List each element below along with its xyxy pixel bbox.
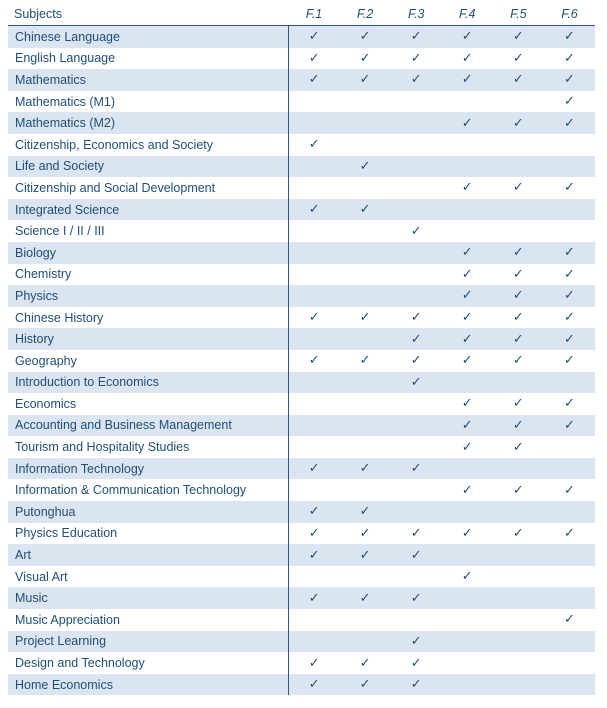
empty-cell	[288, 91, 339, 113]
checkmark-icon: ✓	[563, 94, 575, 110]
empty-cell	[442, 199, 493, 221]
checkmark-icon: ✓	[461, 396, 473, 412]
empty-cell	[391, 393, 442, 415]
empty-cell	[391, 264, 442, 286]
empty-cell	[288, 609, 339, 631]
empty-cell	[442, 91, 493, 113]
checkmark-icon: ✓	[442, 415, 493, 437]
empty-cell	[544, 652, 595, 674]
table-row	[8, 587, 595, 609]
subject-name: Economics	[8, 393, 288, 415]
checkmark-icon: ✓	[288, 458, 339, 480]
checkmark-icon: ✓	[512, 310, 524, 326]
checkmark-icon: ✓	[512, 482, 524, 498]
subject-name: English Language	[8, 48, 288, 70]
checkmark-icon: ✓	[340, 26, 391, 48]
checkmark-icon: ✓	[461, 353, 473, 369]
table-row	[8, 307, 595, 329]
checkmark-icon: ✓	[493, 112, 544, 134]
empty-cell	[544, 674, 595, 696]
empty-cell	[288, 285, 339, 307]
checkmark-icon: ✓	[308, 310, 320, 326]
subject-name: Biology	[8, 242, 288, 264]
empty-cell	[442, 652, 493, 674]
checkmark-icon: ✓	[340, 458, 391, 480]
checkmark-icon: ✓	[442, 112, 493, 134]
checkmark-icon: ✓	[410, 655, 422, 671]
empty-cell	[391, 91, 442, 113]
subject-name: Chinese Language	[8, 26, 288, 48]
empty-cell	[391, 501, 442, 523]
table-row	[8, 436, 595, 458]
subject-name: Mathematics	[8, 69, 288, 91]
checkmark-icon: ✓	[391, 458, 442, 480]
checkmark-icon: ✓	[288, 501, 339, 523]
table-row	[8, 566, 595, 588]
subject-name: Information & Communication Technology	[8, 479, 288, 501]
empty-cell	[442, 631, 493, 653]
empty-cell	[544, 631, 595, 653]
table-row	[8, 652, 595, 674]
empty-cell	[340, 372, 391, 394]
table-row	[8, 609, 595, 631]
checkmark-icon: ✓	[512, 353, 524, 369]
checkmark-icon: ✓	[410, 310, 422, 326]
checkmark-icon: ✓	[512, 266, 524, 282]
empty-cell	[288, 479, 339, 501]
checkmark-icon: ✓	[359, 525, 371, 541]
checkmark-icon: ✓	[461, 525, 473, 541]
empty-cell	[493, 458, 544, 480]
table-row	[8, 328, 595, 350]
checkmark-icon: ✓	[391, 631, 442, 653]
subject-name: Mathematics (M2)	[8, 112, 288, 134]
empty-cell	[340, 631, 391, 653]
empty-cell	[544, 220, 595, 242]
empty-cell	[442, 587, 493, 609]
subject-name: Geography	[8, 350, 288, 372]
empty-cell	[288, 393, 339, 415]
checkmark-icon: ✓	[544, 69, 595, 91]
empty-cell	[493, 566, 544, 588]
empty-cell	[544, 134, 595, 156]
empty-cell	[544, 566, 595, 588]
empty-cell	[288, 156, 339, 178]
table-header	[8, 3, 595, 26]
checkmark-icon: ✓	[340, 69, 391, 91]
table-row	[8, 69, 595, 91]
subjects-column-header: Subjects	[8, 3, 288, 26]
empty-cell	[340, 436, 391, 458]
checkmark-icon: ✓	[340, 501, 391, 523]
table-row	[8, 48, 595, 70]
subject-name: Citizenship, Economics and Society	[8, 134, 288, 156]
grade-column-header-f6: F.6	[544, 3, 595, 26]
checkmark-icon: ✓	[512, 180, 524, 196]
subject-name: Home Economics	[8, 674, 288, 696]
empty-cell	[340, 566, 391, 588]
grade-column-header-f1: F.1	[288, 3, 339, 26]
checkmark-icon: ✓	[359, 50, 371, 66]
checkmark-icon: ✓	[563, 180, 575, 196]
table-row	[8, 112, 595, 134]
checkmark-icon: ✓	[512, 396, 524, 412]
empty-cell	[340, 242, 391, 264]
empty-cell	[442, 674, 493, 696]
checkmark-icon: ✓	[493, 26, 544, 48]
checkmark-icon: ✓	[512, 50, 524, 66]
table-row	[8, 372, 595, 394]
checkmark-icon: ✓	[288, 544, 339, 566]
checkmark-icon: ✓	[308, 353, 320, 369]
checkmark-icon: ✓	[442, 242, 493, 264]
empty-cell	[544, 544, 595, 566]
empty-cell	[442, 458, 493, 480]
checkmark-icon: ✓	[391, 544, 442, 566]
checkmark-icon: ✓	[544, 242, 595, 264]
empty-cell	[442, 501, 493, 523]
empty-cell	[340, 91, 391, 113]
checkmark-icon: ✓	[340, 199, 391, 221]
checkmark-icon: ✓	[461, 266, 473, 282]
empty-cell	[442, 372, 493, 394]
empty-cell	[493, 199, 544, 221]
checkmark-icon: ✓	[391, 587, 442, 609]
checkmark-icon: ✓	[391, 328, 442, 350]
empty-cell	[493, 220, 544, 242]
empty-cell	[544, 156, 595, 178]
empty-cell	[391, 609, 442, 631]
header-row	[8, 3, 595, 26]
empty-cell	[493, 652, 544, 674]
checkmark-icon: ✓	[544, 285, 595, 307]
empty-cell	[288, 220, 339, 242]
table-row	[8, 26, 595, 48]
empty-cell	[340, 112, 391, 134]
subject-name: Mathematics (M1)	[8, 91, 288, 113]
empty-cell	[493, 156, 544, 178]
checkmark-icon: ✓	[563, 353, 575, 369]
checkmark-icon: ✓	[391, 26, 442, 48]
empty-cell	[340, 220, 391, 242]
checkmark-icon: ✓	[563, 50, 575, 66]
empty-cell	[391, 479, 442, 501]
checkmark-icon: ✓	[544, 415, 595, 437]
checkmark-icon: ✓	[493, 415, 544, 437]
empty-cell	[391, 566, 442, 588]
empty-cell	[340, 479, 391, 501]
checkmark-icon: ✓	[308, 137, 320, 153]
table-row	[8, 479, 595, 501]
grade-column-header-f4: F.4	[442, 3, 493, 26]
checkmark-icon: ✓	[288, 69, 339, 91]
table-row	[8, 199, 595, 221]
empty-cell	[442, 220, 493, 242]
checkmark-icon: ✓	[391, 69, 442, 91]
checkmark-icon: ✓	[340, 156, 391, 178]
table-row	[8, 415, 595, 437]
subject-name: Design and Technology	[8, 652, 288, 674]
checkmark-icon: ✓	[563, 482, 575, 498]
table-row	[8, 242, 595, 264]
checkmark-icon: ✓	[493, 285, 544, 307]
checkmark-icon: ✓	[359, 353, 371, 369]
empty-cell	[340, 177, 391, 199]
empty-cell	[442, 609, 493, 631]
table-row	[8, 350, 595, 372]
checkmark-icon: ✓	[308, 655, 320, 671]
empty-cell	[493, 91, 544, 113]
checkmark-icon: ✓	[410, 223, 422, 239]
table-row	[8, 544, 595, 566]
subject-name: History	[8, 328, 288, 350]
empty-cell	[493, 134, 544, 156]
table-row	[8, 393, 595, 415]
table-row	[8, 91, 595, 113]
checkmark-icon: ✓	[442, 26, 493, 48]
checkmark-icon: ✓	[461, 310, 473, 326]
empty-cell	[391, 199, 442, 221]
subject-name: Music	[8, 587, 288, 609]
empty-cell	[391, 156, 442, 178]
checkmark-icon: ✓	[288, 674, 339, 696]
empty-cell	[288, 631, 339, 653]
empty-cell	[442, 544, 493, 566]
checkmark-icon: ✓	[563, 396, 575, 412]
subject-name: Introduction to Economics	[8, 372, 288, 394]
checkmark-icon: ✓	[544, 26, 595, 48]
empty-cell	[391, 436, 442, 458]
subject-name: Science I / II / III	[8, 220, 288, 242]
empty-cell	[340, 264, 391, 286]
table-row	[8, 156, 595, 178]
empty-cell	[493, 544, 544, 566]
subjects-table	[8, 3, 595, 695]
empty-cell	[288, 242, 339, 264]
empty-cell	[493, 501, 544, 523]
checkmark-icon: ✓	[512, 525, 524, 541]
table-row	[8, 523, 595, 545]
empty-cell	[288, 112, 339, 134]
checkmark-icon: ✓	[308, 525, 320, 541]
table-body	[8, 26, 595, 696]
empty-cell	[340, 393, 391, 415]
checkmark-icon: ✓	[442, 328, 493, 350]
checkmark-icon: ✓	[563, 310, 575, 326]
empty-cell	[391, 285, 442, 307]
empty-cell	[288, 436, 339, 458]
subject-name: Information Technology	[8, 458, 288, 480]
empty-cell	[288, 264, 339, 286]
checkmark-icon: ✓	[340, 544, 391, 566]
empty-cell	[544, 199, 595, 221]
subject-name: Chemistry	[8, 264, 288, 286]
empty-cell	[442, 134, 493, 156]
empty-cell	[391, 415, 442, 437]
subject-name: Life and Society	[8, 156, 288, 178]
empty-cell	[340, 134, 391, 156]
empty-cell	[288, 566, 339, 588]
grade-column-header-f2: F.2	[340, 3, 391, 26]
empty-cell	[391, 134, 442, 156]
checkmark-icon: ✓	[288, 26, 339, 48]
checkmark-icon: ✓	[410, 353, 422, 369]
empty-cell	[544, 436, 595, 458]
table-row	[8, 285, 595, 307]
subject-name: Tourism and Hospitality Studies	[8, 436, 288, 458]
checkmark-icon: ✓	[493, 242, 544, 264]
subject-name: Citizenship and Social Development	[8, 177, 288, 199]
checkmark-icon: ✓	[563, 525, 575, 541]
empty-cell	[288, 372, 339, 394]
empty-cell	[391, 242, 442, 264]
checkmark-icon: ✓	[288, 587, 339, 609]
checkmark-icon: ✓	[442, 285, 493, 307]
subject-name: Accounting and Business Management	[8, 415, 288, 437]
subject-name: Physics	[8, 285, 288, 307]
checkmark-icon: ✓	[461, 180, 473, 196]
checkmark-icon: ✓	[563, 266, 575, 282]
checkmark-icon: ✓	[512, 439, 524, 455]
checkmark-icon: ✓	[359, 310, 371, 326]
checkmark-icon: ✓	[288, 199, 339, 221]
empty-cell	[544, 372, 595, 394]
table-row	[8, 501, 595, 523]
empty-cell	[391, 177, 442, 199]
subjects-table-container	[8, 3, 595, 695]
grade-column-header-f3: F.3	[391, 3, 442, 26]
subject-name: Art	[8, 544, 288, 566]
empty-cell	[493, 372, 544, 394]
subject-name: Physics Education	[8, 523, 288, 545]
checkmark-icon: ✓	[461, 482, 473, 498]
subject-name: Chinese History	[8, 307, 288, 329]
empty-cell	[340, 285, 391, 307]
empty-cell	[544, 458, 595, 480]
checkmark-icon: ✓	[544, 328, 595, 350]
checkmark-icon: ✓	[461, 569, 473, 585]
checkmark-icon: ✓	[359, 655, 371, 671]
checkmark-icon: ✓	[340, 587, 391, 609]
table-row	[8, 134, 595, 156]
table-row	[8, 674, 595, 696]
empty-cell	[544, 501, 595, 523]
checkmark-icon: ✓	[340, 674, 391, 696]
empty-cell	[493, 587, 544, 609]
empty-cell	[493, 631, 544, 653]
checkmark-icon: ✓	[461, 439, 473, 455]
subject-name: Music Appreciation	[8, 609, 288, 631]
empty-cell	[493, 674, 544, 696]
subject-name: Integrated Science	[8, 199, 288, 221]
checkmark-icon: ✓	[544, 112, 595, 134]
checkmark-icon: ✓	[391, 372, 442, 394]
checkmark-icon: ✓	[410, 525, 422, 541]
empty-cell	[544, 587, 595, 609]
checkmark-icon: ✓	[493, 69, 544, 91]
empty-cell	[391, 112, 442, 134]
subject-name: Putonghua	[8, 501, 288, 523]
empty-cell	[340, 609, 391, 631]
checkmark-icon: ✓	[410, 50, 422, 66]
table-row	[8, 264, 595, 286]
table-row	[8, 631, 595, 653]
empty-cell	[288, 415, 339, 437]
empty-cell	[288, 177, 339, 199]
subject-name: Visual Art	[8, 566, 288, 588]
table-row	[8, 220, 595, 242]
checkmark-icon: ✓	[461, 50, 473, 66]
empty-cell	[340, 328, 391, 350]
table-row	[8, 177, 595, 199]
empty-cell	[288, 328, 339, 350]
empty-cell	[340, 415, 391, 437]
grade-column-header-f5: F.5	[493, 3, 544, 26]
empty-cell	[442, 156, 493, 178]
checkmark-icon: ✓	[563, 612, 575, 628]
subject-name: Project Learning	[8, 631, 288, 653]
checkmark-icon: ✓	[308, 50, 320, 66]
checkmark-icon: ✓	[391, 674, 442, 696]
checkmark-icon: ✓	[442, 69, 493, 91]
empty-cell	[493, 609, 544, 631]
table-row	[8, 458, 595, 480]
checkmark-icon: ✓	[493, 328, 544, 350]
